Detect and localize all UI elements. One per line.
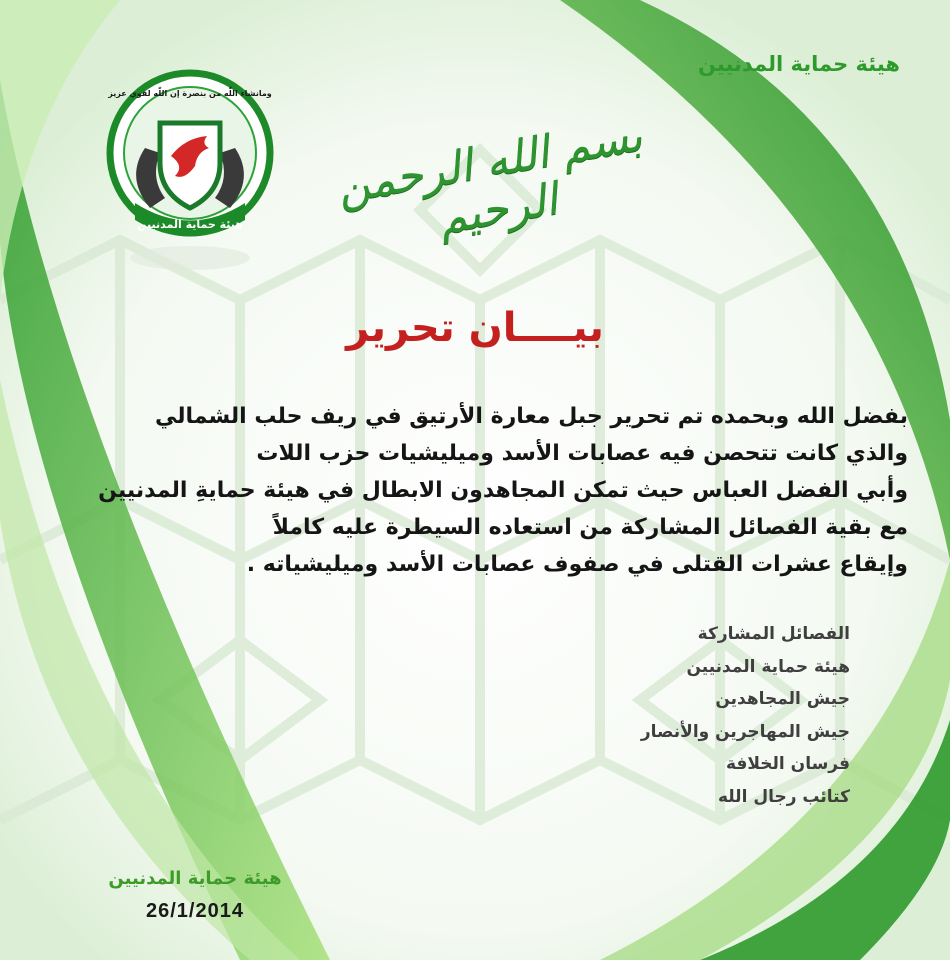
faction-item: فرسان الخلافة bbox=[725, 754, 850, 774]
faction-item: كتائب رجال الله bbox=[717, 786, 850, 807]
organization-logo bbox=[105, 68, 275, 278]
statement-line: وأبي الفضل العباس حيث تمكن المجاهدون الابطال في هيئة حمايةِ المدنيين bbox=[98, 478, 908, 503]
signature-organization: هيئة حماية المدنيين bbox=[108, 868, 282, 889]
faction-item: جيش المهاجرين والأنصار bbox=[640, 721, 850, 742]
faction-item: هيئة حماية المدنيين bbox=[686, 656, 850, 677]
participating-factions bbox=[641, 618, 850, 813]
statement-body bbox=[28, 398, 908, 583]
statement-title: بيــــان تحرير bbox=[346, 305, 604, 351]
statement-line: مع بقية الفصائل المشاركة من استعاده السيطرة عليه كاملاً bbox=[272, 515, 908, 540]
signature-date: 26/1/2014 bbox=[146, 900, 244, 922]
statement-line: بفضل الله وبحمده تم تحرير جبل معارة الأرتيق في ريف حلب الشمالي bbox=[155, 404, 908, 429]
logo-arc-text: ومانشاء اللّٰه من بنصرة إن اللّٰه لقوي عزيز bbox=[108, 89, 272, 98]
factions-heading: الفصائل المشاركة bbox=[697, 624, 850, 644]
faction-item: جيش المجاهدين bbox=[715, 689, 850, 709]
statement-line: وإيقاع عشرات القتلى في صفوف عصابات الأسد وميليشياته . bbox=[246, 552, 908, 577]
logo-name-text: هيئة حماية المدنيين bbox=[137, 218, 243, 231]
basmala-calligraphy: بسم الله الرحمن الرحيم bbox=[333, 110, 646, 246]
header-organization: هيئة حماية المدنيين bbox=[697, 52, 900, 76]
statement-line: والذي كانت تتحصن فيه عصابات الأسد وميليشيات حزب اللات bbox=[256, 441, 908, 466]
